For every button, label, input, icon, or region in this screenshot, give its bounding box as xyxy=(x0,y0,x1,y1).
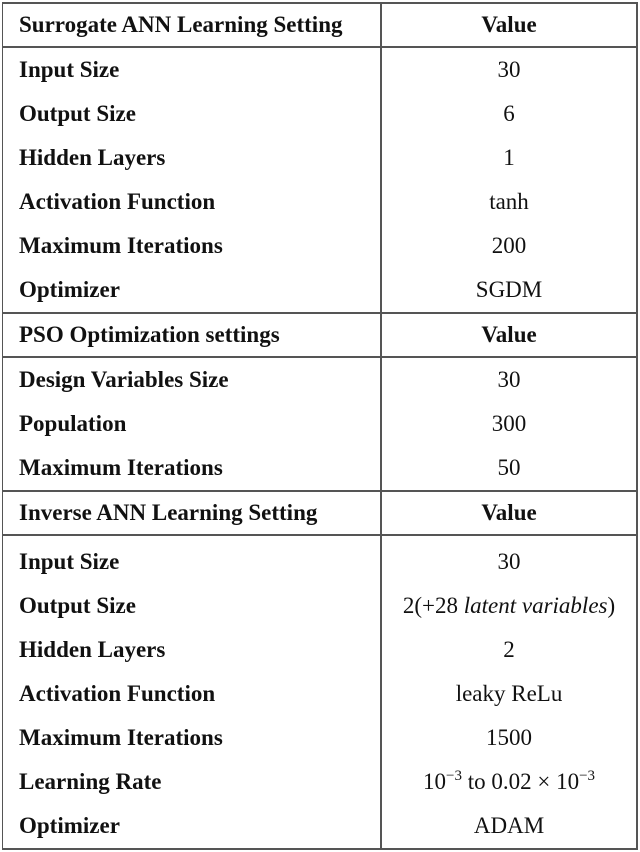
lr-mid: to 0.02 × xyxy=(461,769,557,794)
table-row xyxy=(3,628,638,672)
lr-exp1: −3 xyxy=(445,768,462,784)
setting-value xyxy=(381,760,637,804)
setting-value: leaky ReLu xyxy=(381,672,637,716)
setting-value: 1 xyxy=(381,136,637,180)
value-suffix: ) xyxy=(607,593,616,618)
table-row xyxy=(3,136,638,180)
setting-value: 1500 xyxy=(381,716,637,760)
setting-label: Output Size xyxy=(3,92,382,136)
table-row xyxy=(3,446,638,491)
setting-value xyxy=(381,584,637,628)
setting-value: ADAM xyxy=(381,804,637,849)
section-header-surrogate xyxy=(3,3,638,47)
table-row xyxy=(3,584,638,628)
header-value: Value xyxy=(381,313,637,357)
setting-label: Input Size xyxy=(3,535,382,584)
setting-value: 30 xyxy=(381,357,637,402)
lr-base2: 10 xyxy=(556,769,580,794)
table-row xyxy=(3,804,638,849)
setting-label: Hidden Layers xyxy=(3,628,382,672)
value-prefix: 2(+28 xyxy=(402,593,464,618)
table-row xyxy=(3,535,638,584)
setting-label: Input Size xyxy=(3,47,382,92)
setting-value: 50 xyxy=(381,446,637,491)
setting-label: Activation Function xyxy=(3,180,382,224)
setting-value: 6 xyxy=(381,92,637,136)
setting-label: Optimizer xyxy=(3,804,382,849)
setting-label: Maximum Iterations xyxy=(3,716,382,760)
lr-base1: 10 xyxy=(422,769,446,794)
table-row xyxy=(3,47,638,92)
table-row xyxy=(3,672,638,716)
setting-value: tanh xyxy=(381,180,637,224)
setting-value: SGDM xyxy=(381,268,637,313)
setting-label: Output Size xyxy=(3,584,382,628)
setting-label: Design Variables Size xyxy=(3,357,382,402)
header-value: Value xyxy=(381,491,637,535)
table-row xyxy=(3,268,638,313)
table-row xyxy=(3,716,638,760)
header-setting: Surrogate ANN Learning Setting xyxy=(3,3,382,47)
setting-value: 30 xyxy=(381,47,637,92)
table-row xyxy=(3,402,638,446)
setting-label: Optimizer xyxy=(3,268,382,313)
setting-value: 200 xyxy=(381,224,637,268)
setting-value: 30 xyxy=(381,535,637,584)
lr-exp2: −3 xyxy=(579,768,596,784)
setting-label: Population xyxy=(3,402,382,446)
table-row xyxy=(3,224,638,268)
table-row xyxy=(3,180,638,224)
table-row xyxy=(3,760,638,804)
table-row xyxy=(3,357,638,402)
section-header-pso xyxy=(3,313,638,357)
value-italic: latent variables xyxy=(463,593,608,618)
header-value: Value xyxy=(381,3,637,47)
setting-label: Learning Rate xyxy=(3,760,382,804)
settings-table xyxy=(2,2,638,850)
setting-label: Maximum Iterations xyxy=(3,224,382,268)
setting-label: Maximum Iterations xyxy=(3,446,382,491)
setting-value: 2 xyxy=(381,628,637,672)
table-row xyxy=(3,92,638,136)
header-setting: Inverse ANN Learning Setting xyxy=(3,491,382,535)
setting-label: Hidden Layers xyxy=(3,136,382,180)
section-header-inverse xyxy=(3,491,638,535)
setting-value: 300 xyxy=(381,402,637,446)
setting-label: Activation Function xyxy=(3,672,382,716)
header-setting: PSO Optimization settings xyxy=(3,313,382,357)
